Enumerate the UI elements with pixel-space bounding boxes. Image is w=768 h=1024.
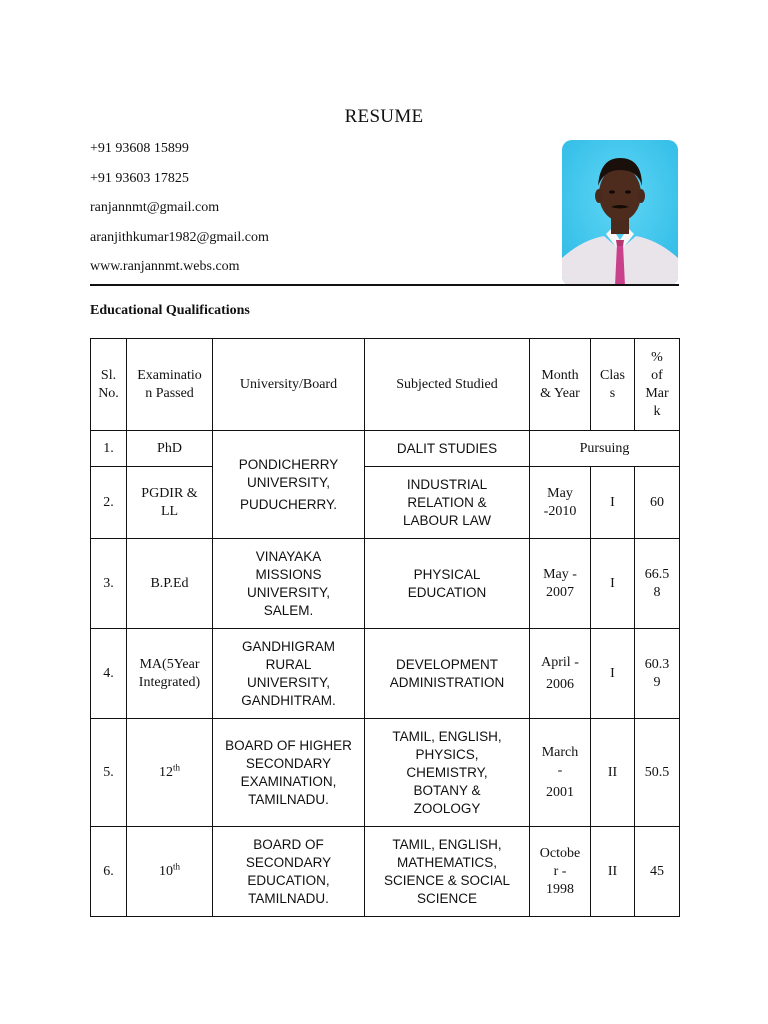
cell-class: I — [591, 467, 635, 539]
table-row — [91, 467, 680, 539]
cell-percent: 50.5 — [635, 719, 680, 827]
cell-subjects: INDUSTRIAL RELATION & LABOUR LAW — [365, 467, 530, 539]
website: www.ranjannmt.webs.com — [90, 259, 240, 275]
cell-class: I — [591, 539, 635, 629]
cell-university: GANDHIGRAM RURAL UNIVERSITY, GANDHITRAM. — [213, 629, 365, 719]
cell-exam: PhD — [127, 431, 213, 467]
document-title: RESUME — [344, 106, 424, 127]
table-row — [91, 719, 680, 827]
cell-sl: 2. — [91, 467, 127, 539]
header-examination: Examinatio n Passed — [127, 339, 213, 431]
cell-exam: B.P.Ed — [127, 539, 213, 629]
cell-subjects: TAMIL, ENGLISH, PHYSICS, CHEMISTRY, BOTANY & ZOOLOGY — [365, 719, 530, 827]
cell-subjects: PHYSICAL EDUCATION — [365, 539, 530, 629]
header-university: University/Board — [213, 339, 365, 431]
cell-percent: 45 — [635, 827, 680, 917]
cell-sl: 1. — [91, 431, 127, 467]
contact-list — [90, 140, 269, 288]
cell-percent: 66.5 8 — [635, 539, 680, 629]
cell-month-year: May -2010 — [530, 467, 591, 539]
cell-exam: 12th — [127, 719, 213, 827]
cell-subjects: DALIT STUDIES — [365, 431, 530, 467]
cell-sl: 4. — [91, 629, 127, 719]
header-class: Clas s — [591, 339, 635, 431]
cell-exam: 10th — [127, 827, 213, 917]
cell-sl: 5. — [91, 719, 127, 827]
profile-photo — [562, 140, 678, 286]
email-1: ranjannmt@gmail.com — [90, 200, 220, 216]
cell-class: I — [591, 629, 635, 719]
header-month-year: Month & Year — [530, 339, 591, 431]
email-2: aranjithkumar1982@gmail.com — [90, 229, 269, 245]
cell-university: BOARD OF SECONDARY EDUCATION, TAMILNADU. — [213, 827, 365, 917]
table-header-row — [91, 339, 680, 431]
cell-class: II — [591, 719, 635, 827]
education-table — [90, 338, 680, 917]
cell-status: Pursuing — [530, 431, 680, 467]
cell-exam: MA(5Year Integrated) — [127, 629, 213, 719]
cell-exam: PGDIR & LL — [127, 467, 213, 539]
phone-1: +91 93608 15899 — [90, 141, 189, 156]
cell-university: VINAYAKA MISSIONS UNIVERSITY, SALEM. — [213, 539, 365, 629]
table-row — [91, 629, 680, 719]
cell-subjects: DEVELOPMENT ADMINISTRATION — [365, 629, 530, 719]
table-row — [91, 431, 680, 467]
table-row — [91, 539, 680, 629]
cell-month-year: April - 2006 — [530, 629, 591, 719]
header-sl-no: Sl. No. — [91, 339, 127, 431]
cell-month-year: March - 2001 — [530, 719, 591, 827]
header-percent: % of Mar k — [635, 339, 680, 431]
cell-subjects: TAMIL, ENGLISH, MATHEMATICS, SCIENCE & SOCIAL SCIENCE — [365, 827, 530, 917]
cell-percent: 60.3 9 — [635, 629, 680, 719]
cell-percent: 60 — [635, 467, 680, 539]
cell-sl: 3. — [91, 539, 127, 629]
cell-university: PONDICHERRY UNIVERSITY, PUDUCHERRY. — [213, 431, 365, 539]
cell-university: BOARD OF HIGHER SECONDARY EXAMINATION, TAMILNADU. — [213, 719, 365, 827]
header-divider — [90, 284, 679, 286]
cell-class: II — [591, 827, 635, 917]
cell-month-year: Octobe r - 1998 — [530, 827, 591, 917]
table-row — [91, 827, 680, 917]
phone-2: +91 93603 17825 — [90, 170, 189, 186]
section-title: Educational Qualifications — [90, 303, 250, 318]
cell-sl: 6. — [91, 827, 127, 917]
cell-month-year: May - 2007 — [530, 539, 591, 629]
header-subjects: Subjected Studied — [365, 339, 530, 431]
